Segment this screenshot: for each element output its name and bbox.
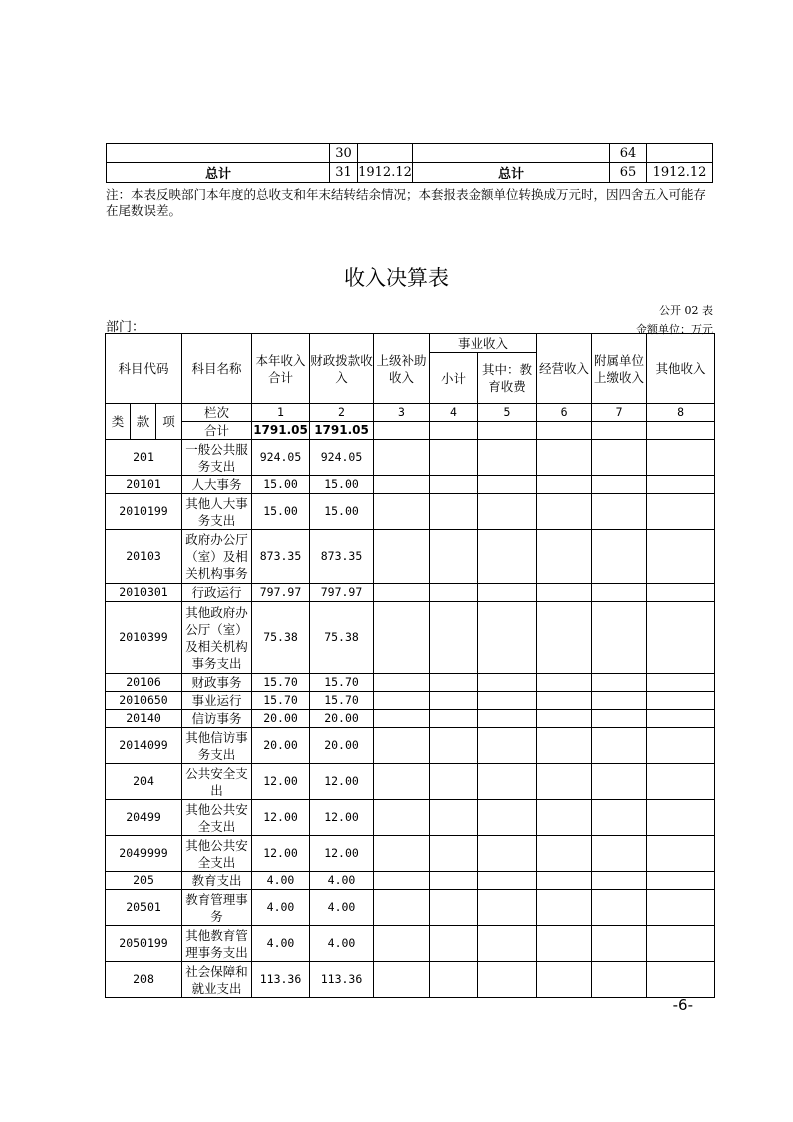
row-code: 20106 bbox=[106, 674, 182, 692]
empty-cell bbox=[478, 440, 537, 476]
empty-cell bbox=[478, 710, 537, 728]
empty-cell bbox=[478, 728, 537, 764]
left-amount bbox=[358, 144, 413, 163]
row-total: 4.00 bbox=[252, 890, 310, 926]
row-total: 15.00 bbox=[252, 476, 310, 494]
row-total: 873.35 bbox=[252, 530, 310, 584]
right-total-label: 总计 bbox=[413, 163, 610, 183]
empty-cell bbox=[647, 494, 715, 530]
row-fiscal: 15.00 bbox=[310, 494, 374, 530]
row-name: 其他政府办公厅（室）及相关机构事务支出 bbox=[182, 602, 252, 674]
empty-cell bbox=[537, 926, 592, 962]
col-num: 7 bbox=[592, 404, 647, 422]
empty-cell bbox=[430, 692, 478, 710]
empty-cell bbox=[647, 440, 715, 476]
header-lei: 类 bbox=[106, 404, 131, 440]
empty-cell bbox=[592, 836, 647, 872]
empty-cell bbox=[647, 692, 715, 710]
right-row-no: 65 bbox=[610, 163, 647, 183]
empty-cell bbox=[537, 422, 592, 440]
empty-cell bbox=[647, 530, 715, 584]
empty-cell bbox=[537, 602, 592, 674]
row-code: 20499 bbox=[106, 800, 182, 836]
row-total: 797.97 bbox=[252, 584, 310, 602]
row-name: 政府办公厅（室）及相关机构事务 bbox=[182, 530, 252, 584]
empty-cell bbox=[592, 926, 647, 962]
table-row bbox=[106, 962, 715, 998]
empty-cell bbox=[478, 890, 537, 926]
empty-cell bbox=[374, 602, 430, 674]
empty-cell bbox=[374, 494, 430, 530]
empty-cell bbox=[647, 584, 715, 602]
row-name: 财政事务 bbox=[182, 674, 252, 692]
empty-cell bbox=[478, 836, 537, 872]
empty-cell bbox=[537, 800, 592, 836]
header-fiscal: 财政拨款收入 bbox=[310, 334, 374, 404]
header-row bbox=[106, 334, 715, 353]
empty-cell bbox=[374, 674, 430, 692]
empty-cell bbox=[592, 584, 647, 602]
empty-cell bbox=[374, 584, 430, 602]
col-num: 8 bbox=[647, 404, 715, 422]
row-name: 教育管理事务 bbox=[182, 890, 252, 926]
empty-cell bbox=[592, 890, 647, 926]
header-affiliated: 附属单位上缴收入 bbox=[592, 334, 647, 404]
right-amount bbox=[647, 144, 713, 163]
empty-cell bbox=[478, 494, 537, 530]
empty-cell bbox=[374, 692, 430, 710]
table-row bbox=[107, 144, 713, 163]
row-fiscal: 873.35 bbox=[310, 530, 374, 584]
row-code: 20103 bbox=[106, 530, 182, 584]
empty-cell bbox=[478, 674, 537, 692]
row-total: 15.00 bbox=[252, 494, 310, 530]
empty-cell bbox=[647, 872, 715, 890]
empty-cell bbox=[430, 440, 478, 476]
table-row bbox=[106, 872, 715, 890]
table-row bbox=[106, 890, 715, 926]
empty-cell bbox=[374, 440, 430, 476]
row-fiscal: 797.97 bbox=[310, 584, 374, 602]
row-total: 12.00 bbox=[252, 764, 310, 800]
row-fiscal: 20.00 bbox=[310, 710, 374, 728]
empty-cell bbox=[537, 440, 592, 476]
sum-row bbox=[106, 422, 715, 440]
row-code: 2049999 bbox=[106, 836, 182, 872]
empty-cell bbox=[592, 476, 647, 494]
row-fiscal: 15.70 bbox=[310, 692, 374, 710]
table-note: 注：本表反映部门本年度的总收支和年末结转结余情况；本套报表金额单位转换成万元时，因四舍五入可能存在尾数误差。 bbox=[106, 187, 707, 218]
row-name: 人大事务 bbox=[182, 476, 252, 494]
empty-cell bbox=[478, 962, 537, 998]
row-total: 15.70 bbox=[252, 692, 310, 710]
row-name: 社会保障和就业支出 bbox=[182, 962, 252, 998]
empty-cell bbox=[592, 422, 647, 440]
empty-cell bbox=[430, 674, 478, 692]
department-label: 部门： bbox=[106, 320, 146, 335]
header-xiang: 项 bbox=[156, 404, 182, 440]
header-business: 经营收入 bbox=[537, 334, 592, 404]
row-name: 一般公共服务支出 bbox=[182, 440, 252, 476]
empty-cell bbox=[478, 476, 537, 494]
empty-cell bbox=[537, 890, 592, 926]
empty-cell bbox=[537, 710, 592, 728]
table-row bbox=[106, 494, 715, 530]
row-name: 其他人大事务支出 bbox=[182, 494, 252, 530]
table-row bbox=[106, 476, 715, 494]
row-name: 公共安全支出 bbox=[182, 764, 252, 800]
table-row bbox=[106, 602, 715, 674]
empty-cell bbox=[647, 710, 715, 728]
header-code: 科目代码 bbox=[106, 334, 182, 404]
row-fiscal: 924.05 bbox=[310, 440, 374, 476]
empty-cell bbox=[430, 584, 478, 602]
sum-fiscal: 1791.05 bbox=[310, 422, 374, 440]
col-num: 3 bbox=[374, 404, 430, 422]
row-name: 其他公共安全支出 bbox=[182, 836, 252, 872]
empty-cell bbox=[537, 674, 592, 692]
table-row bbox=[106, 692, 715, 710]
page-title: 收入决算表 bbox=[344, 266, 449, 290]
empty-cell bbox=[537, 494, 592, 530]
empty-cell bbox=[592, 710, 647, 728]
header-superior: 上级补助收入 bbox=[374, 334, 430, 404]
row-name: 事业运行 bbox=[182, 692, 252, 710]
row-code: 20101 bbox=[106, 476, 182, 494]
empty-cell bbox=[592, 602, 647, 674]
row-total: 924.05 bbox=[252, 440, 310, 476]
row-name: 其他教育管理事务支出 bbox=[182, 926, 252, 962]
empty-cell bbox=[478, 800, 537, 836]
row-name: 行政运行 bbox=[182, 584, 252, 602]
empty-cell bbox=[430, 602, 478, 674]
header-tuition: 其中：教育收费 bbox=[478, 353, 537, 404]
empty-cell bbox=[374, 872, 430, 890]
empty-cell bbox=[374, 710, 430, 728]
row-total: 4.00 bbox=[252, 926, 310, 962]
empty-cell bbox=[374, 476, 430, 494]
row-fiscal: 15.70 bbox=[310, 674, 374, 692]
empty-cell bbox=[374, 800, 430, 836]
header-total: 本年收入合计 bbox=[252, 334, 310, 404]
empty-cell bbox=[478, 602, 537, 674]
left-label bbox=[107, 144, 330, 163]
empty-cell bbox=[592, 494, 647, 530]
empty-cell bbox=[537, 764, 592, 800]
empty-cell bbox=[430, 494, 478, 530]
row-fiscal: 75.38 bbox=[310, 602, 374, 674]
empty-cell bbox=[647, 764, 715, 800]
empty-cell bbox=[478, 422, 537, 440]
table-row bbox=[107, 163, 713, 183]
table-row bbox=[106, 584, 715, 602]
empty-cell bbox=[430, 728, 478, 764]
empty-cell bbox=[592, 764, 647, 800]
row-name: 信访事务 bbox=[182, 710, 252, 728]
row-code: 2050199 bbox=[106, 926, 182, 962]
row-total: 4.00 bbox=[252, 872, 310, 890]
row-code: 20140 bbox=[106, 710, 182, 728]
empty-cell bbox=[478, 692, 537, 710]
row-fiscal: 4.00 bbox=[310, 926, 374, 962]
empty-cell bbox=[478, 872, 537, 890]
row-fiscal: 12.00 bbox=[310, 800, 374, 836]
empty-cell bbox=[592, 674, 647, 692]
right-label bbox=[413, 144, 610, 163]
empty-cell bbox=[647, 962, 715, 998]
row-code: 205 bbox=[106, 872, 182, 890]
column-number-row bbox=[106, 404, 715, 422]
right-row-no: 64 bbox=[610, 144, 647, 163]
empty-cell bbox=[374, 836, 430, 872]
empty-cell bbox=[647, 674, 715, 692]
empty-cell bbox=[537, 872, 592, 890]
col-num: 6 bbox=[537, 404, 592, 422]
empty-cell bbox=[592, 872, 647, 890]
empty-cell bbox=[647, 836, 715, 872]
empty-cell bbox=[430, 764, 478, 800]
empty-cell bbox=[647, 890, 715, 926]
row-code: 201 bbox=[106, 440, 182, 476]
row-name: 其他公共安全支出 bbox=[182, 800, 252, 836]
income-table bbox=[105, 333, 715, 998]
col-num: 4 bbox=[430, 404, 478, 422]
empty-cell bbox=[537, 530, 592, 584]
header-kuan: 款 bbox=[131, 404, 156, 440]
empty-cell bbox=[537, 692, 592, 710]
page-number: -6- bbox=[672, 996, 693, 1014]
empty-cell bbox=[430, 836, 478, 872]
empty-cell bbox=[430, 890, 478, 926]
empty-cell bbox=[374, 962, 430, 998]
empty-cell bbox=[478, 764, 537, 800]
table-row bbox=[106, 764, 715, 800]
empty-cell bbox=[537, 476, 592, 494]
col-num: 5 bbox=[478, 404, 537, 422]
empty-cell bbox=[537, 728, 592, 764]
row-code: 20501 bbox=[106, 890, 182, 926]
empty-cell bbox=[647, 476, 715, 494]
header-name: 科目名称 bbox=[182, 334, 252, 404]
empty-cell bbox=[592, 962, 647, 998]
row-total: 20.00 bbox=[252, 710, 310, 728]
empty-cell bbox=[374, 764, 430, 800]
header-career: 事业收入 bbox=[430, 334, 537, 353]
header-subtotal: 小计 bbox=[430, 353, 478, 404]
empty-cell bbox=[430, 800, 478, 836]
table-row bbox=[106, 440, 715, 476]
empty-cell bbox=[430, 476, 478, 494]
empty-cell bbox=[647, 800, 715, 836]
row-fiscal: 4.00 bbox=[310, 872, 374, 890]
row-code: 2010399 bbox=[106, 602, 182, 674]
empty-cell bbox=[430, 530, 478, 584]
empty-cell bbox=[374, 890, 430, 926]
header-other: 其他收入 bbox=[647, 334, 715, 404]
row-fiscal: 20.00 bbox=[310, 728, 374, 764]
sum-label: 合计 bbox=[182, 422, 252, 440]
empty-cell bbox=[430, 962, 478, 998]
row-name: 其他信访事务支出 bbox=[182, 728, 252, 764]
empty-cell bbox=[592, 728, 647, 764]
empty-cell bbox=[374, 422, 430, 440]
table-row bbox=[106, 530, 715, 584]
empty-cell bbox=[430, 926, 478, 962]
table-row bbox=[106, 926, 715, 962]
empty-cell bbox=[374, 530, 430, 584]
empty-cell bbox=[478, 530, 537, 584]
empty-cell bbox=[478, 926, 537, 962]
row-fiscal: 4.00 bbox=[310, 890, 374, 926]
row-code: 2010199 bbox=[106, 494, 182, 530]
data-rows bbox=[106, 440, 715, 998]
empty-cell bbox=[537, 962, 592, 998]
empty-cell bbox=[537, 836, 592, 872]
empty-cell bbox=[647, 926, 715, 962]
row-code: 2010650 bbox=[106, 692, 182, 710]
left-amount: 1912.12 bbox=[358, 163, 413, 183]
table-row bbox=[106, 710, 715, 728]
row-total: 12.00 bbox=[252, 836, 310, 872]
empty-cell bbox=[430, 710, 478, 728]
empty-cell bbox=[647, 728, 715, 764]
table-row bbox=[106, 800, 715, 836]
left-row-no: 31 bbox=[330, 163, 358, 183]
left-total-label: 总计 bbox=[107, 163, 330, 183]
right-amount: 1912.12 bbox=[647, 163, 713, 183]
empty-cell bbox=[592, 800, 647, 836]
row-total: 75.38 bbox=[252, 602, 310, 674]
row-fiscal: 113.36 bbox=[310, 962, 374, 998]
empty-cell bbox=[592, 692, 647, 710]
col-num: 2 bbox=[310, 404, 374, 422]
row-fiscal: 15.00 bbox=[310, 476, 374, 494]
row-fiscal: 12.00 bbox=[310, 764, 374, 800]
summary-table-tail bbox=[106, 143, 713, 183]
empty-cell bbox=[478, 584, 537, 602]
row-total: 113.36 bbox=[252, 962, 310, 998]
empty-cell bbox=[374, 926, 430, 962]
empty-cell bbox=[647, 422, 715, 440]
unit-label: 金额单位：万元 bbox=[636, 323, 713, 336]
row-name: 教育支出 bbox=[182, 872, 252, 890]
table-code: 公开 02 表 bbox=[659, 304, 713, 317]
header-column-no: 栏次 bbox=[182, 404, 252, 422]
empty-cell bbox=[430, 422, 478, 440]
row-fiscal: 12.00 bbox=[310, 836, 374, 872]
table-row bbox=[106, 674, 715, 692]
empty-cell bbox=[592, 530, 647, 584]
row-code: 208 bbox=[106, 962, 182, 998]
row-code: 2014099 bbox=[106, 728, 182, 764]
table-row bbox=[106, 836, 715, 872]
row-total: 15.70 bbox=[252, 674, 310, 692]
row-total: 12.00 bbox=[252, 800, 310, 836]
row-code: 2010301 bbox=[106, 584, 182, 602]
row-total: 20.00 bbox=[252, 728, 310, 764]
left-row-no: 30 bbox=[330, 144, 358, 163]
empty-cell bbox=[592, 440, 647, 476]
empty-cell bbox=[647, 602, 715, 674]
empty-cell bbox=[537, 584, 592, 602]
sum-total: 1791.05 bbox=[252, 422, 310, 440]
row-code: 204 bbox=[106, 764, 182, 800]
table-row bbox=[106, 728, 715, 764]
empty-cell bbox=[374, 728, 430, 764]
empty-cell bbox=[430, 872, 478, 890]
col-num: 1 bbox=[252, 404, 310, 422]
